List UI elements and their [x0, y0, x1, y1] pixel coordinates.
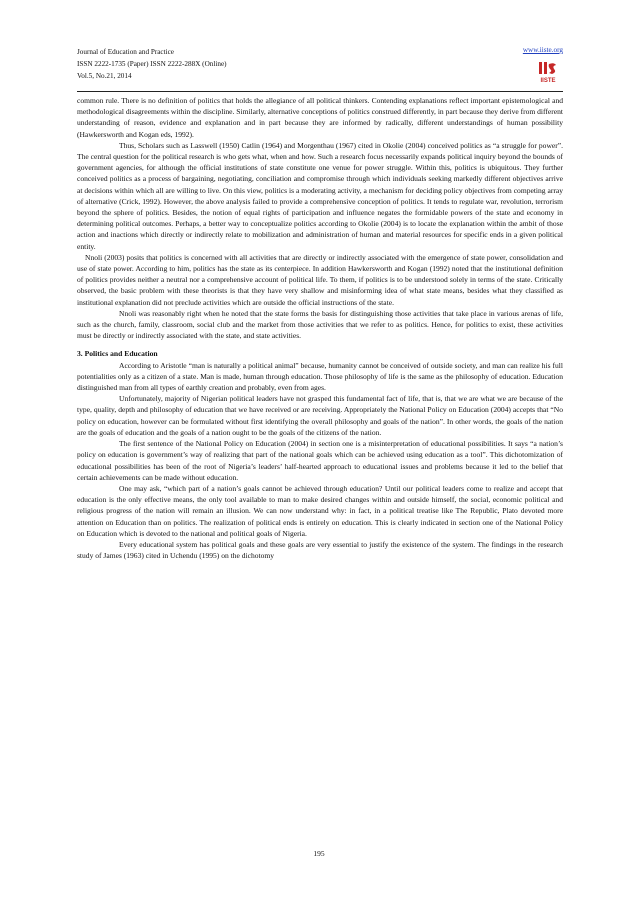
paragraph-6: Unfortunately, majority of Nigerian political leaders have not grasped this fundamental fact of life, that is, that we are what we are because of the type, quality, depth and philosophy of education that we have received or are receiving. Appropriately the National Policy on Education (2004) accepts that “No policy on education, however can be formulated without first identifying the overall philosophy and goals of the nation”. In other words, the goals of the nation are the goals of education and the goals of a nation ought to be the goals of the citizens of the nation.: [77, 394, 563, 437]
paragraph-8: One may ask, “which part of a nation’s goals cannot be achieved through education? Until our political leaders come to realize and accept that education is the only effective means, the only tool available to man to make desired changes within and outside himself, the social, economic political and religious progress of the nation will remain an illusion. We can now understand why: in fact, in a political treatise like The Republic, Plato devoted more attention on Education than on politics. The realization of political ends is entirely on education. This is clearly indicated in section one of the National Policy on Education which is devoted to the national and political goals of Nigeria.: [77, 483, 563, 538]
volume-line: Vol.5, No.21, 2014: [77, 72, 132, 80]
paragraph-2: Thus, Scholars such as Lasswell (1950) Catlin (1964) and Morgenthau (1967) cited in Okolie (2004) conceived politics as “a struggle for power”. The central question for the political research is who gets what, when and how. Such a research focus necessarily expands political inquiry beyond the bounds of government agencies, for although the official institutions of state constitute one venue for power struggle. Within this, politics is ubiquitous. They further conceived politics as a process of bargaining, negotiating, conciliation and compromise through which individuals seeking markedly different objectives arrive at decisions within which all are willing to live. On this view, politics is a moderating activity, a mechanism for deciding policy objectives from competing array of alternative (Crick, 1992). However, the above analysis failed to provide a comprehensive conception of politics. It tends to regulate war, revolution, terrorism beyond the sphere of politics. Besides, the notion of equal rights of participation and influence negates the formidable powers of the state and economy in determining political outcomes. Perhaps, a better way to conceptualize politics according to Okolie (2004) is to locate the explanation within the ambit of those action and inactions which directly or indirectly relate to mobilization and administration of human and material resources for specific ends in a given political entity.: [77, 140, 563, 251]
logo-text: IISTE: [540, 78, 556, 84]
header-divider: [77, 91, 563, 92]
paragraph-7: The first sentence of the National Policy on Education (2004) in section one is a misinterpretation of educational possibilities. It says “a nation’s policy on education is government’s way of realizing that part of the national goals which can be achieved using education as a tool”. This dichotomization of educational possibilities has been of the root of Nigeria’s leaders’ half-hearted approach to educational issues and problems because it led to the belief that certain achievements can be made without education.: [77, 439, 563, 482]
paragraph-1: common rule. There is no definition of politics that holds the allegiance of all political thinkers. Contending explanations reflect important epistemological and methodological disagreements within the discipline. Similarly, alternative conceptions of politics construed differently, in part because they derive from different understanding of reason, evidence and explanation and in part because they are informed by radically, different understandings of human possibility (Hawkersworth and Kogan eds, 1992).: [77, 96, 563, 139]
page-header: [77, 46, 563, 88]
paragraph-9: Every educational system has political goals and these goals are very essential to justify the existence of the system. The findings in the research study of James (1963) cited in Uchendu (1995) on the dichotomy: [77, 539, 563, 561]
paragraph-4: Nnoli was reasonably right when he noted that the state forms the basis for distinguishing those activities that take place in various arenas of life, such as the church, family, classroom, social club and the market from those activities that we refer to as politics. Hence, for politics to exist, these activities must be directly or indirectly associated with the state, and state activities.: [77, 308, 563, 341]
paragraph-3: Nnoli (2003) posits that politics is concerned with all activities that are directly or indirectly associated with the emergence of state power, consolidation and use of state power. According to him, politics has the state as its centerpiece. In addition Hawkersworth and Kogan (1992) noted that the institutional definition of politics provides neither a neutral nor a comprehensive account of political life. To them, if politics is to be understood solely in terms of the state. Critically observed, the basic problem with these theorists is that they have very shallow and misinforming idea of what state means, besides what they classified as institutional explanation did not preclude activities which are outside the official instructions of the state.: [77, 252, 563, 307]
section-heading: 3. Politics and Education: [77, 349, 158, 359]
article-body: [77, 95, 563, 561]
paragraph-5: According to Aristotle “man is naturally a political animal” because, humanity cannot be conceived of outside society, and man can realize his full potentialities only as a citizen of a state. Man is made, human through education. Those philosophy of life is the same as the philosophy of education. Education distinguished man from all types of earthly creation and probably, even from ages.: [77, 360, 563, 393]
journal-title: Journal of Education and Practice: [77, 48, 174, 56]
issn-line: ISSN 2222-1735 (Paper) ISSN 2222-288X (Online): [77, 60, 227, 68]
iiste-logo-icon: [537, 60, 559, 84]
page-number: 195: [313, 849, 325, 858]
journal-url-link[interactable]: www.iiste.org: [522, 46, 563, 54]
